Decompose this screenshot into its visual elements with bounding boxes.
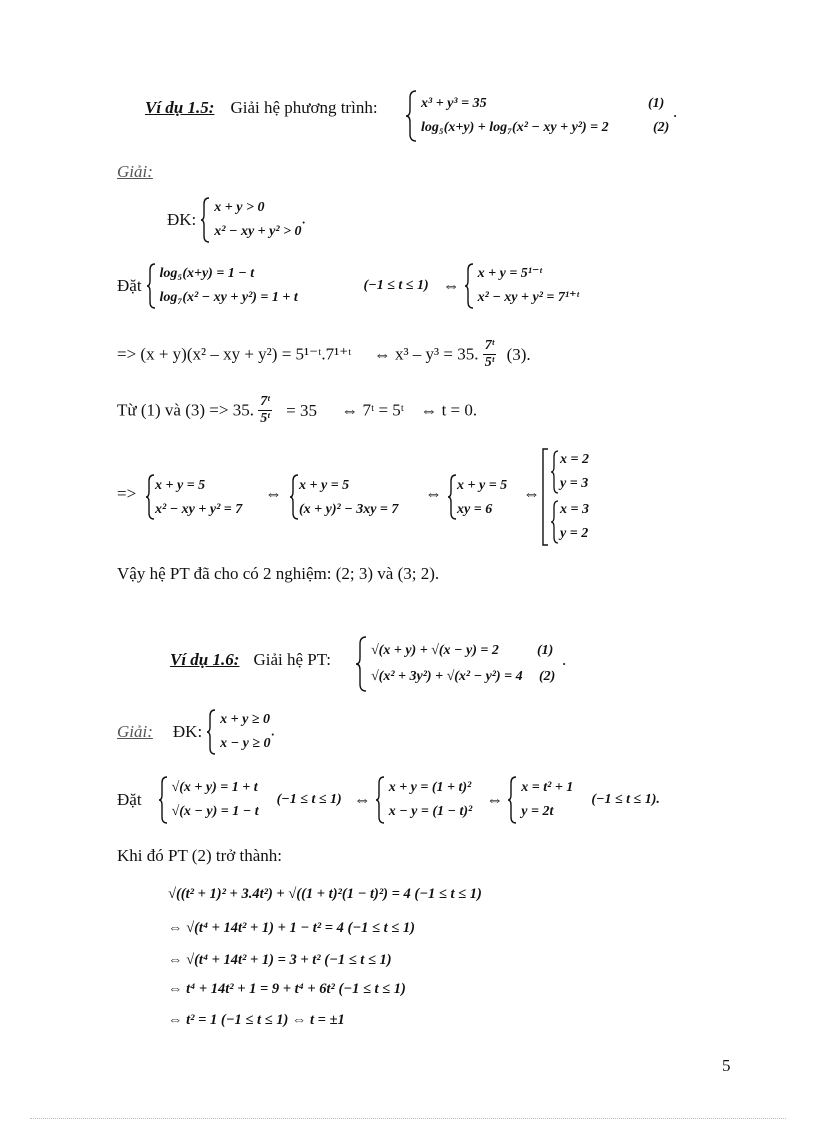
result-2-x: x = 3 [560,502,589,517]
system-2-eq-2: (x + y)² − 3xy = 7 [299,502,399,517]
brace-icon [146,263,156,309]
example-1-5-heading [145,98,378,118]
substitution-6: y = 2t [521,804,554,819]
substitution-1: log₅(x+y) = 1 − t [159,266,255,281]
brace-icon [206,709,216,755]
system-1-eq-2: x² − xy + y² = 7 [155,502,243,517]
brace-icon [447,474,457,520]
condition-label: ĐK: [172,722,203,741]
system-1-eq-1: x + y = 5 [155,478,206,493]
range-condition: (−1 ≤ t ≤ 1) [363,278,429,293]
substitution-label: Đặt [117,276,142,295]
condition-1: x + y > 0 [214,200,265,215]
range-condition: (−1 ≤ t ≤ 1). [591,792,660,807]
condition-1: x + y ≥ 0 [220,712,271,727]
example-label: Ví dụ 1.5: [145,98,215,117]
example-1-6-heading [170,650,331,670]
result-1-x: x = 2 [560,452,589,467]
substitution-4: x − y = (1 − t)² [388,804,473,819]
conclusion-text: Vậy hệ PT đã cho có 2 nghiệm: (2; 3) và (3; 2). [117,564,440,583]
equivalence-icon: ⇔ [353,790,371,809]
condition-2: x² − xy + y² > 0 [214,224,302,239]
system-3-eq-1: x + y = 5 [457,478,508,493]
derivation-line-3: => (x + y)(x² – xy + y²) = 5¹⁻ᵗ.7¹⁺ᵗ ⇔ x³ – y³ = 35. $\frac{\text{7ᵗ}}{\text{5ᵗ}}$ (3). [117,338,531,370]
equivalence-icon: ⇔ [486,790,504,809]
range-condition: (−1 ≤ t ≤ 1) [276,792,342,807]
brace-icon [550,450,559,494]
equation-2: √(x² + 3y²) + √(x² − y²) = 4 (2) [371,669,556,684]
condition-row: Giải: ĐK: x + y ≥ 0 x − y ≥ 0 . [117,708,275,756]
brace-icon [145,474,155,520]
brace-icon [375,776,385,824]
substitution-3: x + y = (1 + t)² [388,780,472,795]
solution-label: Giải: [117,162,153,181]
equivalence-icon: ⇔ [420,400,438,420]
substitution-row [117,776,660,824]
substitution-label: Đặt [117,790,142,809]
brace-icon [158,776,168,824]
brace-icon [464,263,474,309]
bracket-icon [541,448,549,546]
equivalence-icon: ⇔ [341,400,359,420]
substitution-row [117,262,579,310]
page-divider [30,1118,786,1119]
substitution-4: x² − xy + y² = 7¹⁺ᵗ [477,290,580,305]
system-3-eq-2: xy = 6 [457,502,493,517]
condition-2: x − y ≥ 0 [220,736,271,751]
fraction: $\frac{\text{7ᵗ}}{\text{5ᵗ}}$ [260,394,270,426]
brace-icon [550,500,559,544]
equation-1: √(x + y) + √(x − y) = 2 (1) [371,643,554,658]
brace-icon [355,636,367,692]
system-2-eq-1: x + y = 5 [299,478,350,493]
step-1: √((t² + 1)² + 3.4t²) + √((1 + t)²(1 − t)²) = 4 (−1 ≤ t ≤ 1) [168,886,482,902]
example-label: Ví dụ 1.6: [170,650,240,669]
brace-icon [289,474,299,520]
result-1-y: y = 3 [560,476,589,491]
condition-row: ĐK: x + y > 0 x² − xy + y² > 0 . [167,196,306,244]
solution-label: Giải: [117,722,153,741]
result-2-y: y = 2 [560,526,589,541]
example-intro: Giải hệ phương trình: [230,98,378,117]
equivalence-icon: ⇔ [442,276,460,295]
step-3: ⇔ √(t⁴ + 14t² + 1) = 3 + t² (−1 ≤ t ≤ 1) [168,952,392,968]
system-equations-1-6: √(x + y) + √(x − y) = 2 (1) √(x² + 3y²) + √(x² − y²) = 4 (2) . [355,636,571,692]
step-5: ⇔ t² = 1 (−1 ≤ t ≤ 1) ⇔ t = ±1 [168,1012,345,1028]
equivalence-icon: ⇔ [265,484,282,503]
substitution-1: √(x + y) = 1 + t [171,780,258,795]
step-2: ⇔ √(t⁴ + 14t² + 1) + 1 − t² = 4 (−1 ≤ t ≤ 1) [168,920,415,936]
step-4: ⇔ t⁴ + 14t² + 1 = 9 + t⁴ + 6t² (−1 ≤ t ≤ 1) [168,981,406,997]
substitution-5: x = t² + 1 [521,780,574,795]
substitution-2: log₇(x² − xy + y²) = 1 + t [159,290,298,305]
derivation-line-4: Từ (1) và (3) => 35. $\frac{\text{7ᵗ}}{\text{5ᵗ}}$ = 35 ⇔ 7ᵗ = 5ᵗ ⇔ t = 0. [117,394,478,426]
equivalence-icon: ⇔ [523,484,540,503]
substitution-3: x + y = 5¹⁻ᵗ [477,266,543,281]
brace-icon [405,90,417,142]
equivalence-icon: ⇔ [425,484,442,503]
brace-icon [507,776,517,824]
substitution-2: √(x − y) = 1 − t [171,804,259,819]
equation-2: log₅(x+y) + log₇(x² − xy + y²) = 2 (2) [421,120,670,135]
system-equations-1-5: x³ + y³ = 35 (1) log₅(x+y) + log₇(x² − xy + y²) = 2 (2) . [405,90,676,142]
equation-1: x³ + y³ = 35 (1) [421,96,665,111]
fraction: $\frac{\text{7ᵗ}}{\text{5ᵗ}}$ [484,338,495,370]
brace-icon [200,197,210,243]
transform-text: Khi đó PT (2) trở thành: [117,846,282,865]
page-number: 5 [722,1056,731,1075]
condition-label: ĐK: [167,210,197,229]
example-intro: Giải hệ PT: [253,650,331,669]
equivalence-icon: ⇔ [373,344,391,364]
